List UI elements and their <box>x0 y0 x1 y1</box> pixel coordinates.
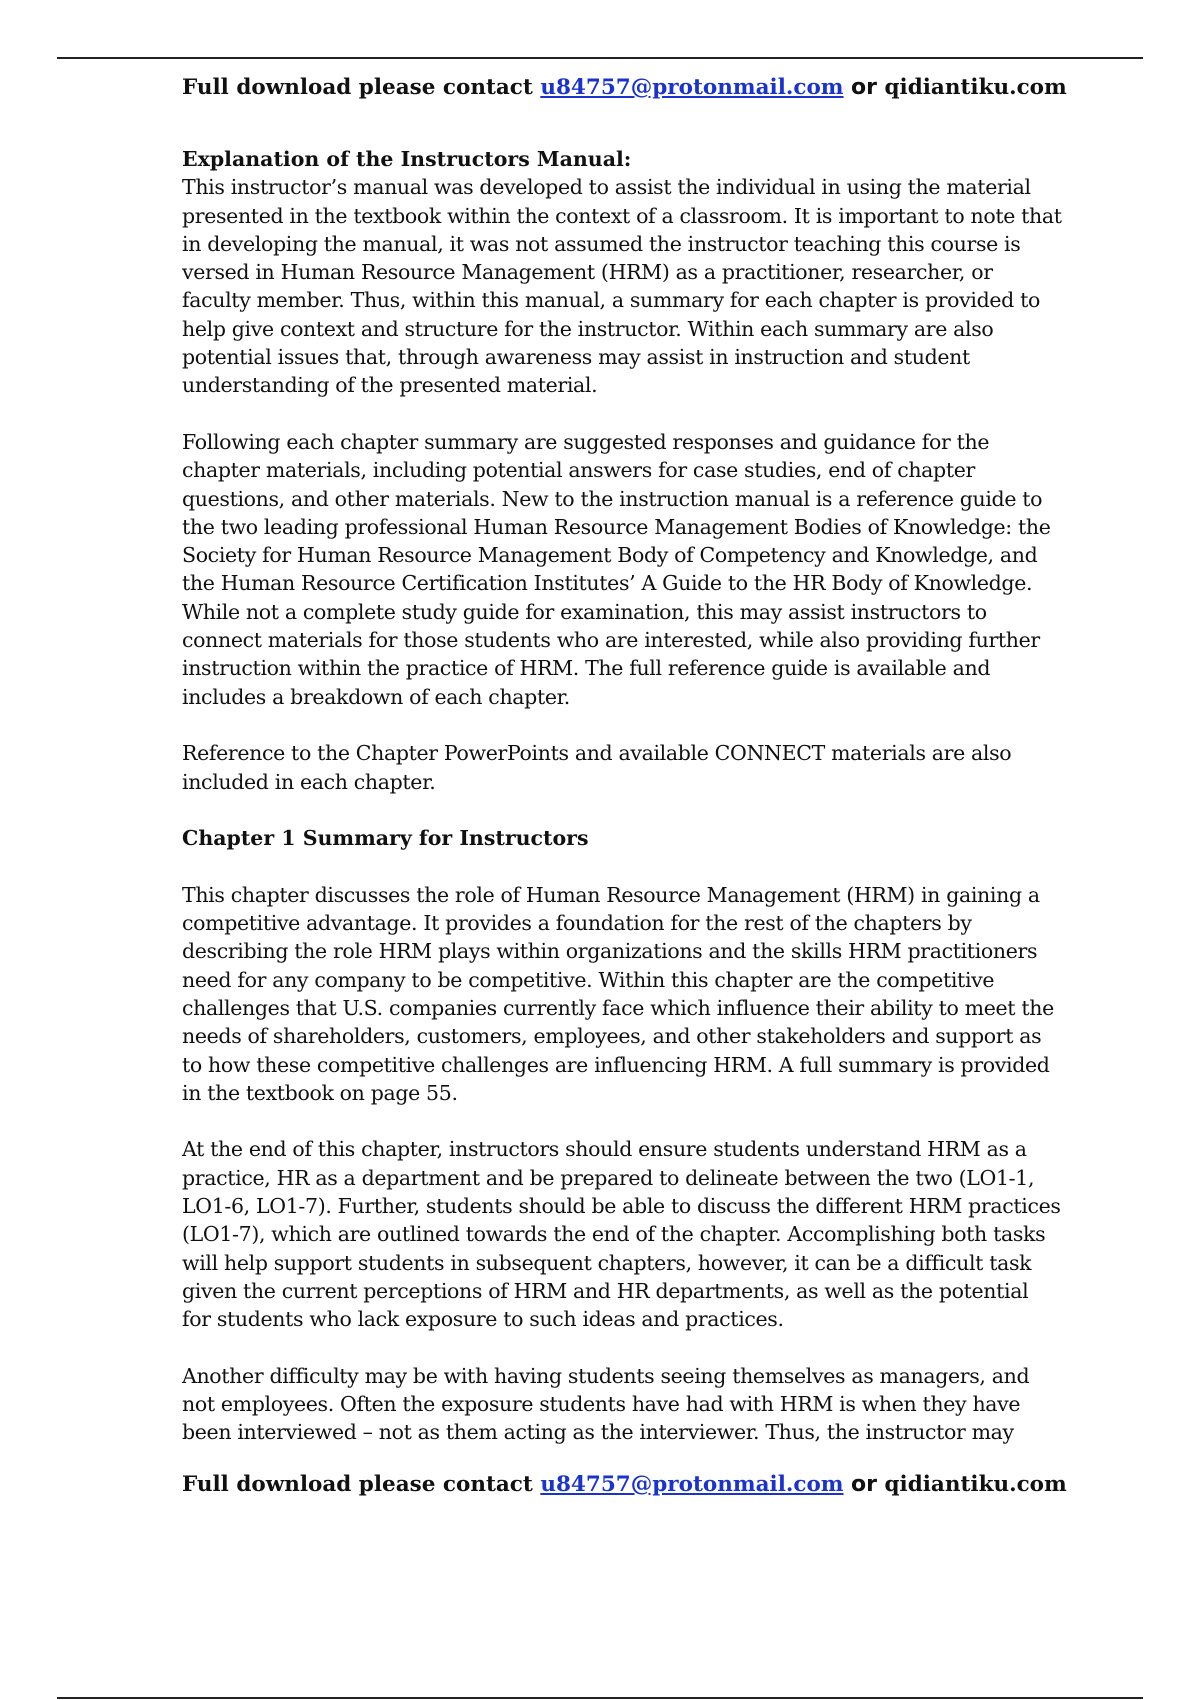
document-body <box>182 74 1067 1475</box>
contact-email-link[interactable]: u84757@protonmail.com <box>540 75 844 100</box>
paragraph-chapter1-difficulty: Another difficulty may be with having students seeing themselves as managers, and not employees. Often the exposure students have had with HRM is when they have been interviewed – not as them acting as the interviewer. Thus, the instructor may <box>182 1363 1030 1445</box>
paragraph-manual-guidance: Following each chapter summary are suggested responses and guidance for the chapter materials, including potential answers for case studies, end of chapter questions, and other materials. New to the instruction manual is a reference guide to the two leading professional Human Resource Management Bodies of Knowledge: the Society for Human Resource Management Body of Competency and Knowledge, and the Human Resource Certification Institutes’ A Guide to the HR Body of Knowledge. While not a complete study guide for examination, this may assist instructors to connect materials for those students who are interested, while also providing further instruction within the practice of HRM. The full reference guide is available and includes a breakdown of each chapter. <box>182 429 1051 709</box>
paragraph-chapter1-objectives: At the end of this chapter, instructors should ensure students understand HRM as a practice, HR as a department and be prepared to delineate between the two (LO1-1, LO1-6, LO1-7). Further, students should be able to discuss the different HRM practices (LO1-7), which are outlined towards the end of the chapter. Accomplishing both tasks will help support students in subsequent chapters, however, it can be a difficult task given the current perceptions of HRM and HR departments, as well as the potential for students who lack exposure to such ideas and practices. <box>182 1137 1061 1332</box>
contact-or: or <box>851 1472 878 1497</box>
contact-footer <box>182 1471 1067 1499</box>
section-heading-manual: Explanation of the Instructors Manual: <box>182 147 632 171</box>
contact-prefix: Full download please contact <box>182 75 541 100</box>
paragraph-manual-intro: This instructor’s manual was developed to assist the individual in using the material presented in the textbook within the context of a classroom. It is important to note that in developing the manual, it was not assumed the instructor teaching this course is versed in Human Resource Management (HRM) as a practitioner, researcher, or faculty member. Thus, within this manual, a summary for each chapter is provided to help give context and structure for the instructor. Within each summary are also potential issues that, through awareness may assist in instruction and student understanding of the presented material. <box>182 175 1062 398</box>
contact-header <box>182 74 1067 102</box>
contact-or: or <box>851 75 878 100</box>
paragraph-manual-reference: Reference to the Chapter PowerPoints and available CONNECT materials are also included in each chapter. <box>182 741 1012 794</box>
section-heading-chapter1: Chapter 1 Summary for Instructors <box>182 826 589 851</box>
contact-prefix: Full download please contact <box>182 1472 541 1497</box>
paragraph-chapter1-overview: This chapter discusses the role of Human Resource Management (HRM) in gaining a competitive advantage. It provides a foundation for the rest of the chapters by describing the role HRM plays within organizations and the skills HRM practitioners need for any company to be competitive. Within this chapter are the competitive challenges that U.S. companies currently face which influence their ability to meet the needs of shareholders, customers, employees, and other stakeholders and support as to how these competitive challenges are influencing HRM. A full summary is provided in the textbook on page 55. <box>182 882 1054 1105</box>
top-rule <box>57 57 1143 59</box>
contact-email-link[interactable]: u84757@protonmail.com <box>540 1472 844 1497</box>
contact-site: qidiantiku.com <box>884 75 1067 100</box>
bottom-rule <box>57 1697 1143 1699</box>
contact-site: qidiantiku.com <box>884 1472 1067 1497</box>
